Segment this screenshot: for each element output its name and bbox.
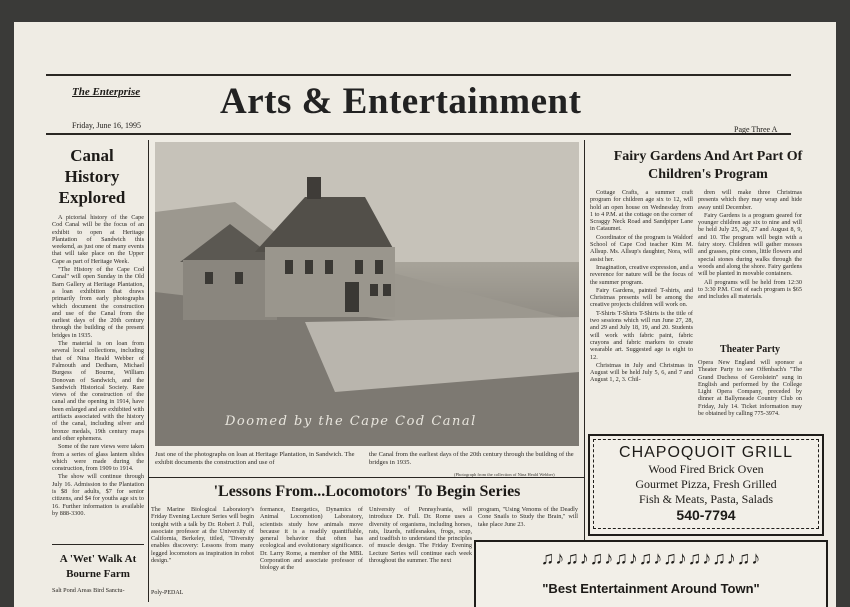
ad-phone: 540-7794 [676, 507, 736, 523]
photo-inscription: Doomed by the Cape Cod Canal [225, 414, 477, 429]
lessons-col-1: The Marine Biological Laboratory's Friday Evening Lecture Series will begin tonight with a talk by Dr. Robert J. Full, associate professor at the University of California, Berkeley, titled, "Diversity enables discovery: Lessons from many legged locomotors as inspiration in robot design." [151, 506, 254, 565]
top-rule [46, 74, 791, 76]
lessons-footer: Poly-PEDAL [151, 590, 184, 596]
fairy-paragraph: Coordinator of the program is Waldorf School of Cape Cod teacher Kim M. Allsup. Ms. Allsup's daughter, Nora, will assist her. [590, 233, 693, 263]
fairy-paragraph: Christmas in July and Christmas in August will be held July 5, 6, and 7 and August 1, 2, 3. Chil- [590, 361, 693, 384]
entertainment-ad-text: "Best Entertainment Around Town" [542, 581, 760, 596]
photo-credit: (Photograph from the collection of Nina Heald Webber) [454, 472, 555, 477]
ad-line-2: Gourmet Pizza, Fresh Grilled [635, 477, 777, 491]
entertainment-ad [474, 540, 828, 607]
section-title: Arts & Entertainment [220, 81, 582, 122]
issue-date: Friday, June 16, 1995 [72, 121, 142, 130]
ad-line-3: Fish & Meats, Pasta, Salads [639, 492, 773, 506]
photo-caption-right: the Canal from the earliest days of the 20th century through the building of the bridges in 1935. [369, 451, 574, 466]
fairy-paragraph: Imagination, creative expression, and a reverence for nature will be the focus of the summer program. [590, 263, 693, 286]
fairy-paragraph: Cottage Crafts, a summer craft program for children age six to 12, will hold an open house on Wednesday from 1 to 4 P.M. at the cottage on the corner of Scraggy Neck Road and Sandpiper Lane in Cataumet. [590, 189, 693, 233]
wet-walk-headline: A 'Wet' Walk At Bourne Farm [59, 553, 137, 580]
right-column-divider [584, 140, 585, 602]
canal-photo [155, 142, 579, 446]
lessons-col-2: formance, Energetics, Dynamics of Animal Locomotion) Laboratory, scientists study how animals move because it is a readily quantifiable, general behavior that often has ecological and evolutionary significance. Dr. Larry Rome, a member of the MBL Corporation and associate professor of biology at the [260, 506, 363, 572]
newspaper-page [14, 22, 836, 607]
canal-paragraph: The material is on loan from several local collections, including that of Nina Heald Webber of Falmouth and Dedham, Michael Burgess of Bourne, William Donovan of Sandwich, and the Sandwich Historical Society. Rare views of the construction of the canal and the opening in 1914, have been enlarged and are exhibited with artifacts associated with the history of the canal, including silver and bronze medals, 19th century maps and other ephemera. [52, 340, 144, 442]
lessons-col-3: University of Pennsylvania, will introduce Dr. Full. Dr. Rome uses a diversity of organisms, including horses, rats, lizards, rattlesnakes, frogs, scup, and toadfish to understand the principles of muscle design. The Friday Evening Lecture Series will continue each week throughout the summer. The next [369, 506, 472, 565]
canal-article [52, 214, 144, 559]
fairy-paragraph: Fairy Gardens is a program geared for younger children age six to nine and will be held July 25, 26, 27 and August 8, 9, and 10. The program will begin with a fairy story. Children will gather mosses and grasses, pine cones, little flowers and special stones during walks through the woods and along the shore. Fairy gardens will be planted in movable containers. [698, 211, 802, 278]
lessons-headline: 'Lessons From...Locomotors' To Begin Series [213, 483, 521, 500]
music-notes-icon: ♫♪♫♪♫♪♫♪♫♪♫♪♫♪♫♪♫♪ [540, 548, 762, 568]
column-divider [148, 140, 149, 602]
fairy-paragraph: All programs will be held from 12:30 to 3:30 P.M. Cost of each program is $65 and includes all materials. [698, 278, 802, 301]
ad-restaurant-name: CHAPOQUOIT GRILL [619, 444, 793, 461]
theater-headline: Theater Party [719, 344, 781, 355]
ad-border [593, 439, 819, 529]
wet-walk-lead: Salt Pond Areas Bird Sanctu- [52, 587, 125, 594]
fairy-paragraph: Fairy Gardens, painted T-shirts, and Christmas presents will be among the creative projects children will work on. [590, 286, 693, 309]
canal-paragraph: Some of the rare views were taken from a series of glass lantern slides which were made during the construction, from 1909 to 1914. [52, 443, 144, 473]
theater-text: Opera New England will sponsor a Theater Party to see Offenbach's "The Grand Duchess of Gerolstein" sung in English and performed by the College Light Opera Company, preceded by dinner at Ballymeade Country Club on Friday, July 14. Ticket information may be obtained by calling 775-3974. [698, 359, 802, 418]
canal-paragraph: The show will continue through July 16. Admission to the Plantation is $8 for adults, $7 for senior citizens, and $4 for youths age six to 16. Further information is available by 888-3300. [52, 473, 144, 517]
wet-walk-rule [52, 544, 144, 545]
house-illustration [155, 142, 579, 446]
fairy-paragraph: T-Shirts T-Shirts T-Shirts is the title of two sessions which will run June 27, 28, and 29 and July 18, 19, and 20. Students will work with fabric paint, fabric crayons and fabric markers to create wearable art. Suggested age is eight to 12. [590, 309, 693, 361]
chapoquoit-grill-ad [588, 434, 824, 536]
canal-paragraph: A pictorial history of the Cape Cod Canal will be the focus of an exhibit to open at Heritage Plantation of Sandwich this weekend, as just one of many events that will take place on the Upper Cape as part of Heritage Week. [52, 214, 144, 265]
canal-paragraph: "The History of the Cape Cod Canal" will open Sunday in the Old Barn Gallery at Heritage Plantation, a loan exhibition that draws primarily from early photographs which document the construction and use of the Canal from the earliest days of the 20th century through the building of the present bridges in 1935. [52, 266, 144, 339]
photo-bottom-rule [148, 477, 584, 478]
paper-name: The Enterprise [72, 86, 141, 98]
fairy-paragraph: dren will make three Christmas presents which they may wrap and hide away until December. [698, 189, 802, 211]
fairy-headline: Fairy Gardens And Art Part Of Children's Program [613, 149, 803, 182]
fairy-col-1 [590, 189, 693, 433]
photo-caption-left: Just one of the photographs on loan at Heritage Plantation, in Sandwich. The exhibit documents the construction and use of [155, 451, 355, 466]
ad-line-1: Wood Fired Brick Oven [648, 462, 764, 476]
lessons-col-4: program, "Using Venoms of the Deadly Cone Snails to Study the Brain," will take place June 23. [478, 506, 578, 528]
canal-headline: Canal History Explored [58, 146, 126, 207]
fairy-col-2 [698, 189, 802, 339]
page-label: Page Three A [734, 125, 778, 134]
header-bottom-rule [46, 133, 791, 135]
